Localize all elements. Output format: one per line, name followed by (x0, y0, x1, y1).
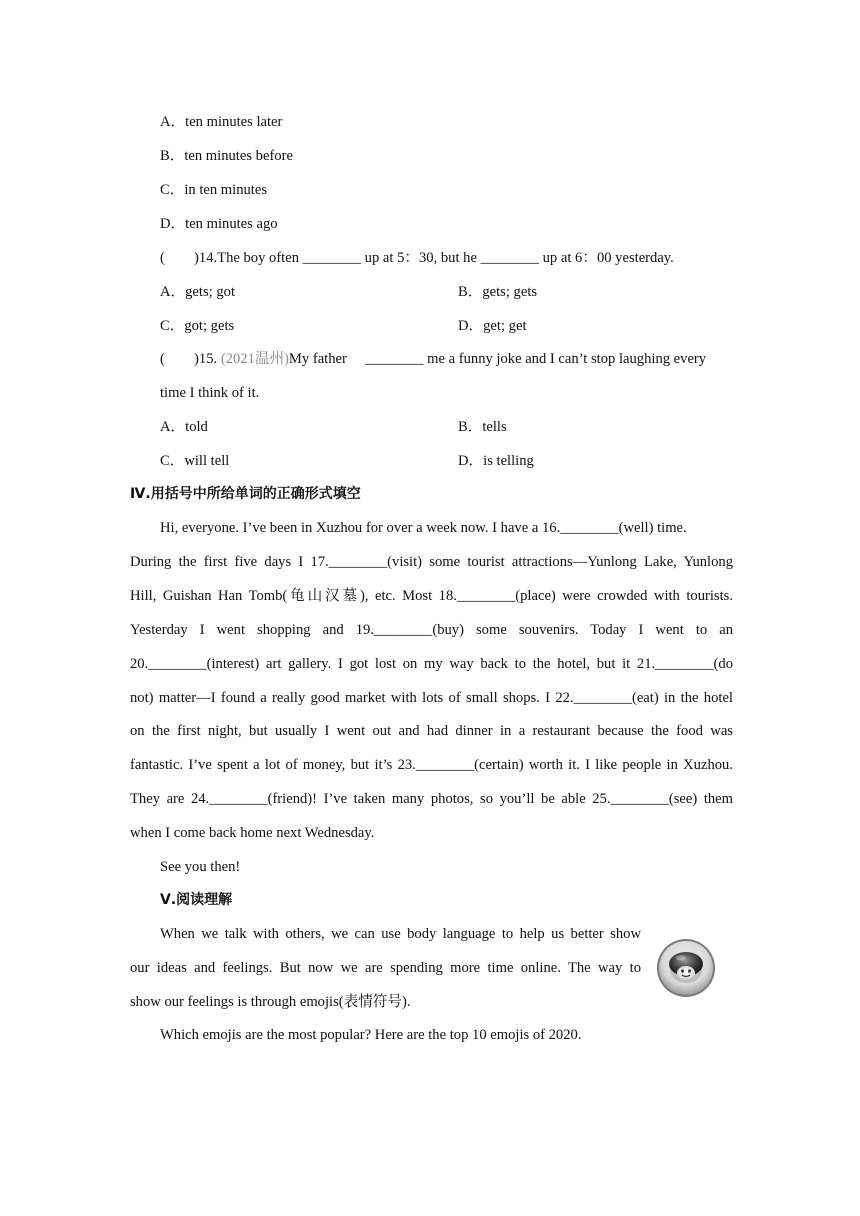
q14-option-b: B．gets; gets (458, 284, 538, 300)
q15-stem-rest: My father ________ me a funny joke and I can’t stop laughing every (288, 351, 707, 367)
passage-line: 20.________(interest) art gallery. I got lost on my way back to the hotel, but it 21.________(do (130, 656, 733, 672)
section-5-heading: Ⅴ.阅读理解 (160, 892, 233, 908)
q14-option-a: A．gets; got (160, 284, 235, 300)
q15-option-d: D．is telling (458, 453, 534, 469)
passage-line: Yesterday I went shopping and 19.________(buy) some souvenirs. Today I went to an (130, 622, 733, 638)
q13-option-a: A．ten minutes later (160, 114, 283, 130)
q14-stem: ( )14.The boy often ________ up at 5：30, but he ________ up at 6：00 yesterday. (160, 250, 674, 266)
q15-option-c: C．will tell (160, 453, 230, 469)
q13-option-d: D．ten minutes ago (160, 216, 278, 232)
passage-line: when I come back home next Wednesday. (130, 825, 375, 841)
passage-line: fantastic. I’ve spent a lot of money, but it’s 23.________(certain) worth it. I like people in Xuzhou. (130, 757, 733, 773)
reading-line: our ideas and feelings. But now we are spending more time online. The way to (130, 960, 641, 976)
q13-option-b: B．ten minutes before (160, 148, 293, 164)
passage-line: on the first night, but usually I went out and had dinner in a restaurant because the food was (130, 723, 733, 739)
passage-line: Hi, everyone. I’ve been in Xuzhou for over a week now. I have a 16.________(well) time. (160, 520, 687, 536)
passage-closing: See you then! (160, 859, 241, 875)
q14-option-c: C．got; gets (160, 318, 235, 334)
reading-line: show our feelings is through emojis(表情符号). (130, 994, 411, 1010)
q15-stem (160, 350, 735, 368)
reading-last-line: Which emojis are the most popular? Here are the top 10 emojis of 2020. (160, 1027, 582, 1043)
q14-option-d: D．get; get (458, 318, 527, 334)
q15-option-a: A．told (160, 419, 208, 435)
q15-stem-line2: time I think of it. (160, 385, 260, 401)
reading-line: When we talk with others, we can use body language to help us better show (160, 926, 641, 942)
passage-line: They are 24.________(friend)! I’ve taken many photos, so you’ll be able 25.________(see) them (130, 791, 733, 807)
passage-line: Hill, Guishan Han Tomb(龟山汉墓), etc. Most 18.________(place) were crowded with tourists. (130, 588, 733, 604)
emoji-face-icon (656, 938, 716, 998)
q15-source: (2021温州) (220, 351, 289, 367)
q15-prefix: ( )15. (160, 351, 221, 367)
section-4-heading: Ⅳ.用括号中所给单词的正确形式填空 (130, 486, 361, 502)
passage-line: During the first five days I 17.________(visit) some tourist attractions—Yunlong Lake, Yunlong (130, 554, 733, 570)
q13-option-c: C．in ten minutes (160, 182, 268, 198)
passage-line: not) matter—I found a really good market with lots of small shops. I 22.________(eat) in the hotel (130, 690, 733, 706)
q15-option-b: B．tells (458, 419, 507, 435)
